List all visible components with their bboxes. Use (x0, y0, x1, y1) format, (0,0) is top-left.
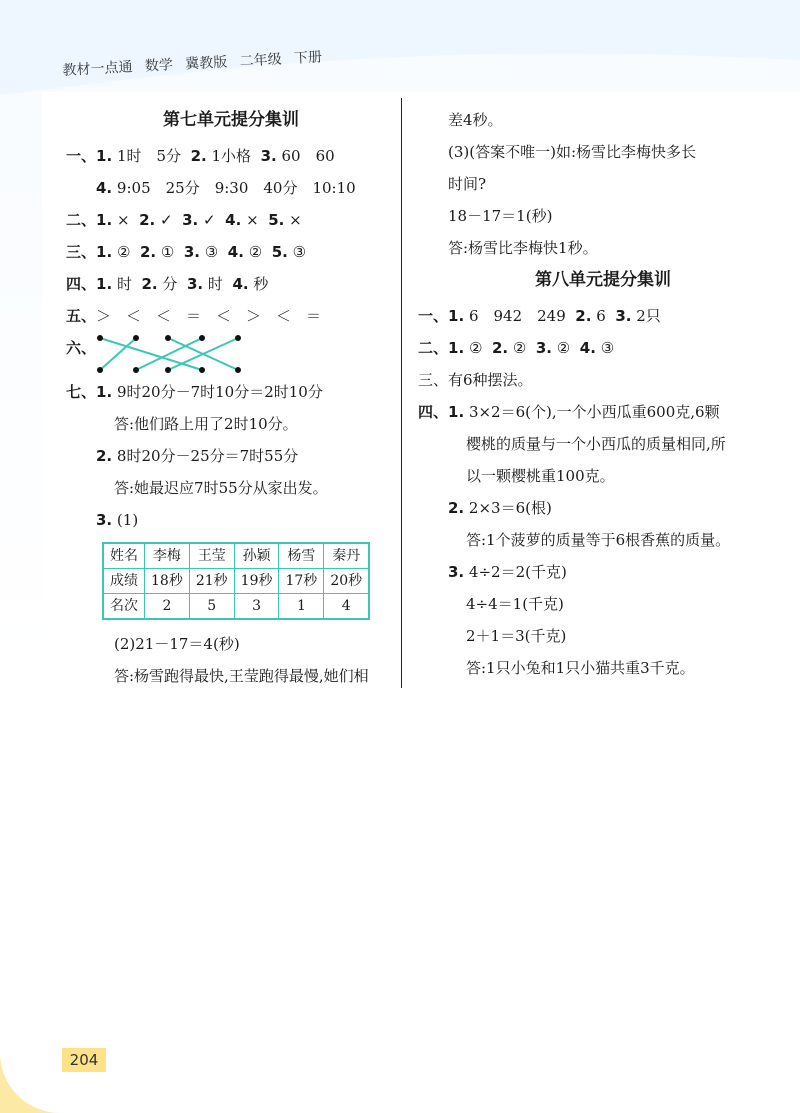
u7-s5-label: 五、 (66, 307, 97, 325)
u7-s4-label: 四、 (66, 275, 97, 293)
header-edition: 冀教版 (184, 54, 228, 73)
u7-s7-q2-n: 2. (96, 447, 113, 465)
u8-s4-q2-answer: 答:1个菠萝的质量等于6根香蕉的质量。 (466, 531, 731, 549)
table-cell: 名次 (103, 594, 145, 620)
u8-s4-q1-text1: 3×2＝6(个),一个小西瓜重600克,6颗 (468, 403, 720, 421)
u8-s2-a1: ② (468, 339, 483, 357)
u7-s4-line (66, 268, 396, 300)
u7-s4-a2: 分 (162, 275, 178, 293)
top-dot-2 (133, 335, 139, 341)
r-cont1: 差4秒。 (448, 111, 503, 129)
u8-s4-q3-l3: 2＋1＝3(千克) (466, 627, 567, 645)
u8-s1-a3: 2只 (636, 307, 661, 325)
u7-s2-label: 二、 (66, 211, 97, 229)
u7-s7-q1 (66, 376, 396, 408)
u7-s7-q1-n: 1. (96, 383, 113, 401)
u7-s1-a1: 1时 5分 (116, 147, 182, 165)
table-cell: 4 (324, 594, 369, 620)
u7-s6-line (66, 332, 396, 376)
u7-s2-a3: ✓ (203, 211, 216, 229)
table-cell: 杨雪 (279, 543, 324, 569)
table-cell: 姓名 (103, 543, 145, 569)
u7-s7-q1-answer: 答:他们路上用了2时10分。 (114, 415, 298, 433)
u7-s2-a5: × (289, 211, 302, 229)
u7-s1-line2 (66, 172, 396, 204)
u7-s2-n2: 2. (139, 211, 156, 229)
u7-s7-q3-part2-answer: 答:杨雪跑得最快,王莹跑得最慢,她们相 (114, 667, 369, 685)
u8-s2-a2: ② (512, 339, 527, 357)
u7-s1-n2: 2. (190, 147, 207, 165)
u8-s4-q1-n: 1. (448, 403, 465, 421)
u7-s4-n2: 2. (141, 275, 158, 293)
table-cell: 成绩 (103, 569, 145, 594)
table-cell: 20秒 (324, 569, 369, 594)
u7-s7-q1-text: 9时20分－7时10分＝2时10分 (116, 383, 323, 401)
u8-s1-n3: 3. (615, 307, 632, 325)
u8-s2-n2: 2. (491, 339, 509, 357)
table-cell: 18秒 (145, 569, 190, 594)
u7-s3-n4: 4. (227, 243, 244, 261)
u7-s1-label: 一、 (66, 147, 97, 165)
u7-s1-a3: 60 60 (281, 147, 335, 165)
u7-s5-line (66, 300, 396, 332)
right-column (418, 104, 788, 684)
table-cell: 2 (145, 594, 190, 620)
unit8-title: 第八单元提分集训 (535, 270, 671, 290)
u7-s4-a1: 时 (116, 275, 132, 293)
u7-s2-a2: ✓ (159, 211, 173, 229)
u7-s1-n4: 4. (96, 179, 113, 197)
header-subject: 数学 (144, 57, 174, 75)
top-dot-3 (165, 335, 171, 341)
u8-s1-a2: 6 (596, 307, 606, 325)
u7-s3-label: 三、 (66, 243, 97, 261)
r-p3-calc: 18－17＝1(秒) (448, 207, 553, 225)
u7-s7-q3 (66, 504, 396, 536)
top-dot-5 (235, 335, 241, 341)
score-table (102, 542, 370, 620)
header-grade: 二年级 (239, 51, 283, 70)
unit7-title: 第七单元提分集训 (163, 110, 299, 130)
u7-s7-q3-part2: (2)21－17＝4(秒) (114, 635, 240, 653)
u7-s2-a1: × (116, 211, 130, 229)
u7-s2-n4: 4. (225, 211, 242, 229)
top-dot-1 (97, 335, 103, 341)
match-line-1 (100, 338, 202, 370)
u7-s6-label: 六、 (66, 339, 97, 357)
u7-s1-a2: 1小格 (211, 147, 252, 165)
u8-s4-q3-l1 (418, 556, 788, 588)
u7-s7-q3-part1: (1) (116, 511, 139, 529)
u7-s7-q2-answer: 答:她最迟应7时55分从家出发。 (114, 479, 328, 497)
u7-s7-q2 (66, 440, 396, 472)
u8-s4-q1-l2: 樱桃的质量与一个小西瓜的质量相同,所 (466, 435, 726, 453)
u8-s1-n1: 1. (448, 307, 465, 325)
header-term: 下册 (293, 49, 323, 67)
u7-s3-n5: 5. (271, 243, 288, 261)
bottom-dot-2 (133, 367, 139, 373)
table-cell: 5 (189, 594, 234, 620)
left-column (66, 104, 396, 692)
bottom-dot-5 (235, 367, 241, 373)
u7-s4-a4: 秒 (253, 275, 269, 293)
u7-s3-n3: 3. (183, 243, 200, 261)
r-p3b: 时间? (448, 175, 487, 193)
u8-s4-q1-l1 (418, 396, 788, 428)
u7-s2-n1: 1. (96, 211, 113, 229)
u7-s2-line (66, 204, 396, 236)
bottom-dot-1 (97, 367, 103, 373)
r-p3: (3)(答案不唯一)如:杨雪比李梅快多长 (448, 143, 697, 161)
u8-s4-q3-answer: 答:1只小兔和1只小猫共重3千克。 (466, 659, 695, 677)
u8-s2-line (418, 332, 788, 364)
match-line-4 (136, 338, 202, 370)
header-book: 教材一点通 (62, 59, 133, 79)
u8-s4-q1-l3: 以一颗樱桃重100克。 (466, 467, 615, 485)
table-cell: 秦丹 (324, 543, 369, 569)
u7-s3-a1: ② (116, 243, 131, 261)
u7-s1-n1: 1. (96, 147, 113, 165)
u8-s2-n3: 3. (535, 339, 552, 357)
column-divider (401, 98, 402, 688)
table-cell: 17秒 (279, 569, 324, 594)
u8-s2-n1: 1. (448, 339, 465, 357)
u7-s3-n2: 2. (139, 243, 157, 261)
table-cell: 3 (234, 594, 279, 620)
bottom-dot-4 (199, 367, 205, 373)
table-cell: 王莹 (189, 543, 234, 569)
u8-s4-q2 (418, 492, 788, 524)
top-dot-4 (199, 335, 205, 341)
table-row (103, 594, 369, 620)
u8-s4-label: 四、 (418, 403, 449, 421)
u7-s3-a2: ① (160, 243, 175, 261)
u8-s1-a1: 6 942 249 (468, 307, 566, 325)
table-row (103, 569, 369, 594)
table-cell: 孙颖 (234, 543, 279, 569)
u8-s4-q2-text: 2×3＝6(根) (468, 499, 552, 517)
u8-s4-q3-text1: 4÷2＝2(千克) (468, 563, 567, 581)
table-row (103, 543, 369, 569)
u7-s7-label: 七、 (66, 383, 97, 401)
u8-s1-label: 一、 (418, 307, 449, 325)
table-cell: 19秒 (234, 569, 279, 594)
u7-s2-a4: × (246, 211, 259, 229)
u7-s5-text: ＞ ＜ ＜ ＝ ＜ ＞ ＜ ＝ (96, 307, 322, 325)
u8-s2-a3: ② (556, 339, 571, 357)
u7-s3-n1: 1. (96, 243, 113, 261)
u8-s2-n4: 4. (579, 339, 596, 357)
u8-s4-q2-n: 2. (448, 499, 465, 517)
u8-s2-a4: ③ (600, 339, 615, 357)
u7-s1-line1 (66, 140, 396, 172)
matching-lines-diagram (90, 332, 250, 376)
u7-s3-a3: ③ (204, 243, 219, 261)
u7-s3-a5: ③ (292, 243, 307, 261)
u7-s3-a4: ② (248, 243, 263, 261)
u7-s4-n3: 3. (186, 275, 204, 293)
table-cell: 李梅 (145, 543, 190, 569)
u7-s3-line (66, 236, 396, 268)
r-p3-answer: 答:杨雪比李梅快1秒。 (448, 239, 598, 257)
u7-s4-a3: 时 (207, 275, 223, 293)
bottom-dot-3 (165, 367, 171, 373)
u8-s1-line (418, 300, 788, 332)
u8-s1-n2: 2. (575, 307, 592, 325)
u7-s2-n3: 3. (182, 211, 199, 229)
u7-s7-q3-n: 3. (96, 511, 113, 529)
u8-s4-q3-l2: 4÷4＝1(千克) (466, 595, 564, 613)
u7-s4-n4: 4. (232, 275, 249, 293)
u7-s1-n3: 3. (260, 147, 277, 165)
page-number: 204 (62, 1048, 106, 1072)
table-cell: 21秒 (189, 569, 234, 594)
u8-s2-label: 二、 (418, 339, 449, 357)
u7-s1-a4: 9:05 25分 9:30 40分 10:10 (116, 179, 356, 197)
u7-s7-q2-text: 8时20分－25分＝7时55分 (116, 447, 299, 465)
u8-s4-q3-n: 3. (448, 563, 465, 581)
u7-s4-n1: 1. (96, 275, 113, 293)
u8-s3-line: 三、有6种摆法。 (418, 371, 533, 389)
u7-s2-n5: 5. (268, 211, 285, 229)
table-cell: 1 (279, 594, 324, 620)
